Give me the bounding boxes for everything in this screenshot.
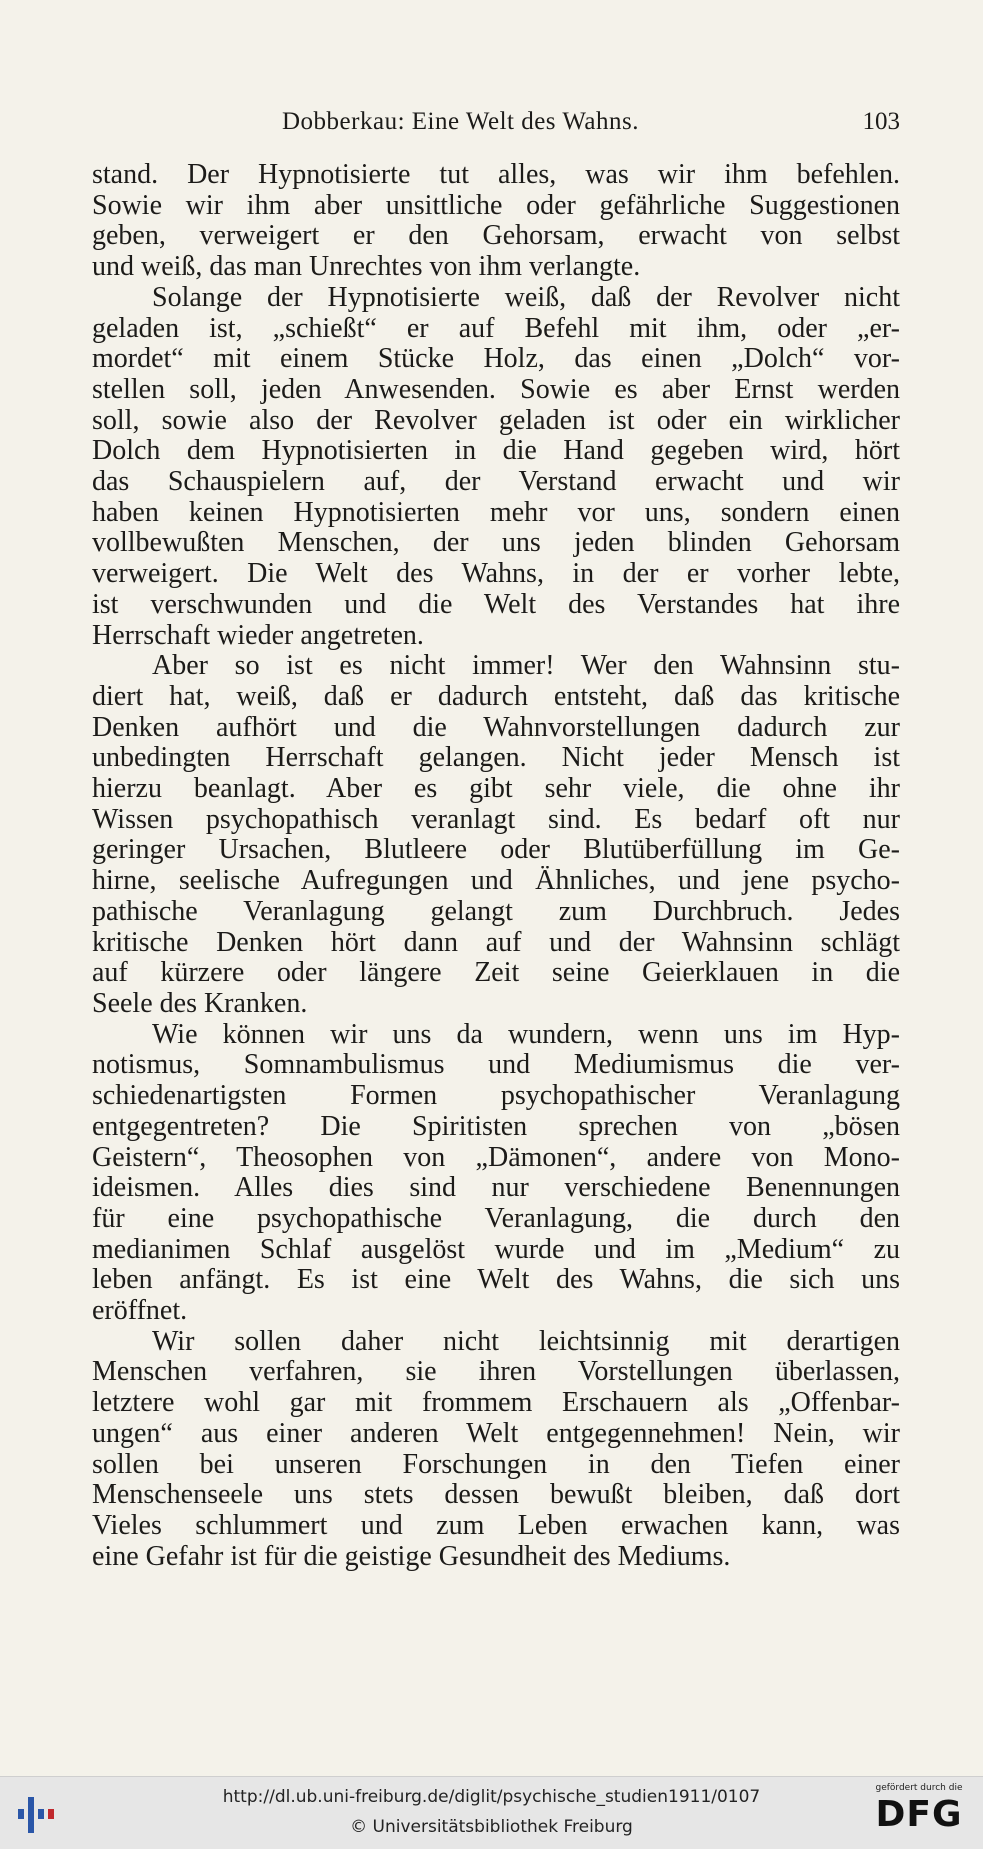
text-line: Denken aufhört und die Wahnvorstellungen dadurch zur bbox=[92, 712, 900, 743]
text-line: Sowie wir ihm aber unsittliche oder gefährliche Suggestionen bbox=[92, 190, 900, 221]
text-line: leben anfängt. Es ist eine Welt des Wahns, die sich uns bbox=[92, 1265, 900, 1296]
text-line: medianimen Schlaf ausgelöst wurde und im „Medium“ zu bbox=[92, 1234, 900, 1265]
paragraph bbox=[92, 1020, 900, 1327]
running-head-title: Dobberkau: Eine Welt des Wahns. bbox=[282, 108, 640, 135]
text-line: eröffnet. bbox=[92, 1296, 188, 1327]
text-line: kritische Denken hört dann auf und der Wahnsinn schlägt bbox=[92, 927, 900, 958]
text-line: Wir sollen daher nicht leichtsinnig mit derartigen bbox=[152, 1326, 900, 1357]
text-line: diert hat, weiß, daß er dadurch entsteht, daß das kritische bbox=[92, 681, 900, 712]
text-line: soll, sowie also der Revolver geladen ist oder ein wirklicher bbox=[92, 405, 900, 436]
text-line: Menschen verfahren, sie ihren Vorstellungen überlassen, bbox=[92, 1357, 900, 1388]
text-line: Seele des Kranken. bbox=[92, 988, 308, 1019]
text-line: Geistern“, Theosophen von „Dämonen“, andere von Mono- bbox=[92, 1142, 900, 1173]
text-line: hierzu beanlagt. Aber es gibt sehr viele, die ohne ihr bbox=[92, 774, 900, 805]
text-line: eine Gefahr ist für die geistige Gesundheit des Mediums. bbox=[92, 1541, 731, 1572]
text-line: für eine psychopathische Veranlagung, die durch den bbox=[92, 1203, 900, 1234]
paragraph bbox=[92, 651, 900, 1019]
text-line: vollbewußten Menschen, der uns jeden blinden Gehorsam bbox=[92, 528, 900, 559]
dfg-wordmark: DFG bbox=[875, 1794, 963, 1835]
text-line: Wie können wir uns da wundern, wenn uns im Hyp- bbox=[152, 1019, 900, 1050]
text-line: das Schauspielern auf, der Verstand erwacht und wir bbox=[92, 467, 900, 498]
text-line: letztere wohl gar mit frommem Erschauern als „Offenbar- bbox=[92, 1388, 900, 1419]
text-line: schiedenartigsten Formen psychopathischer Veranlagung bbox=[92, 1081, 900, 1112]
text-line: Vieles schlummert und zum Leben erwachen kann, was bbox=[92, 1510, 900, 1541]
text-line: stand. Der Hypnotisierte tut alles, was wir ihm befehlen. bbox=[92, 160, 900, 190]
footer-url[interactable]: http://dl.ub.uni-freiburg.de/diglit/psychische_studien1911/0107 bbox=[222, 1787, 761, 1807]
text-line: ungen“ aus einer anderen Welt entgegennehmen! Nein, wir bbox=[92, 1418, 900, 1449]
text-line: ideismen. Alles dies sind nur verschiedene Benennungen bbox=[92, 1173, 900, 1204]
text-line: unbedingten Herrschaft gelangen. Nicht jeder Mensch ist bbox=[92, 743, 900, 774]
text-line: entgegentreten? Die Spiritisten sprechen von „bösen bbox=[92, 1111, 900, 1142]
text-line: ist verschwunden und die Welt des Verstandes hat ihre bbox=[92, 589, 900, 620]
text-line: Herrschaft wieder angetreten. bbox=[92, 620, 424, 651]
text-line: stellen soll, jeden Anwesenden. Sowie es aber Ernst werden bbox=[92, 374, 900, 405]
footer-bar bbox=[0, 1776, 983, 1849]
text-line: geringer Ursachen, Blutleere oder Blutüberfüllung im Ge- bbox=[92, 835, 900, 866]
body-text bbox=[92, 160, 900, 1572]
text-line: sollen bei unseren Forschungen in den Tiefen einer bbox=[92, 1449, 900, 1480]
footer-copyright: © Universitätsbibliothek Freiburg bbox=[350, 1817, 633, 1837]
text-line: mordet“ mit einem Stücke Holz, das einen „Dolch“ vor- bbox=[92, 344, 900, 375]
text-line: Solange der Hypnotisierte weiß, daß der Revolver nicht bbox=[152, 282, 900, 313]
text-line: haben keinen Hypnotisierten mehr vor uns, sondern einen bbox=[92, 497, 900, 528]
text-line: auf kürzere oder längere Zeit seine Geierklauen in die bbox=[92, 958, 900, 989]
text-line: Dolch dem Hypnotisierten in die Hand gegeben wird, hört bbox=[92, 436, 900, 467]
text-line: Aber so ist es nicht immer! Wer den Wahnsinn stu- bbox=[152, 651, 900, 682]
paragraph bbox=[92, 160, 900, 283]
paragraph bbox=[92, 283, 900, 651]
text-line: verweigert. Die Welt des Wahns, in der er vorher lebte, bbox=[92, 559, 900, 590]
text-line: und weiß, das man Unrechtes von ihm verlangte. bbox=[92, 252, 641, 283]
paragraph bbox=[92, 1327, 900, 1573]
dfg-logo bbox=[865, 1783, 973, 1845]
text-line: Wissen psychopathisch veranlagt sind. Es bedarf oft nur bbox=[92, 804, 900, 835]
text-line: hirne, seelische Aufregungen und Ähnliches, und jene psycho- bbox=[92, 866, 900, 897]
dfg-tagline: gefördert durch die bbox=[875, 1783, 963, 1793]
running-head bbox=[92, 108, 900, 142]
text-line: notismus, Somnambulismus und Mediumismus die ver- bbox=[92, 1050, 900, 1081]
text-line: geben, verweigert er den Gehorsam, erwacht von selbst bbox=[92, 221, 900, 252]
text-line: Menschenseele uns stets dessen bewußt bleiben, daß dort bbox=[92, 1480, 900, 1511]
text-line: pathische Veranlagung gelangt zum Durchbruch. Jedes bbox=[92, 896, 900, 927]
page-number: 103 bbox=[862, 108, 900, 135]
text-line: geladen ist, „schießt“ er auf Befehl mit ihm, oder „er- bbox=[92, 313, 900, 344]
